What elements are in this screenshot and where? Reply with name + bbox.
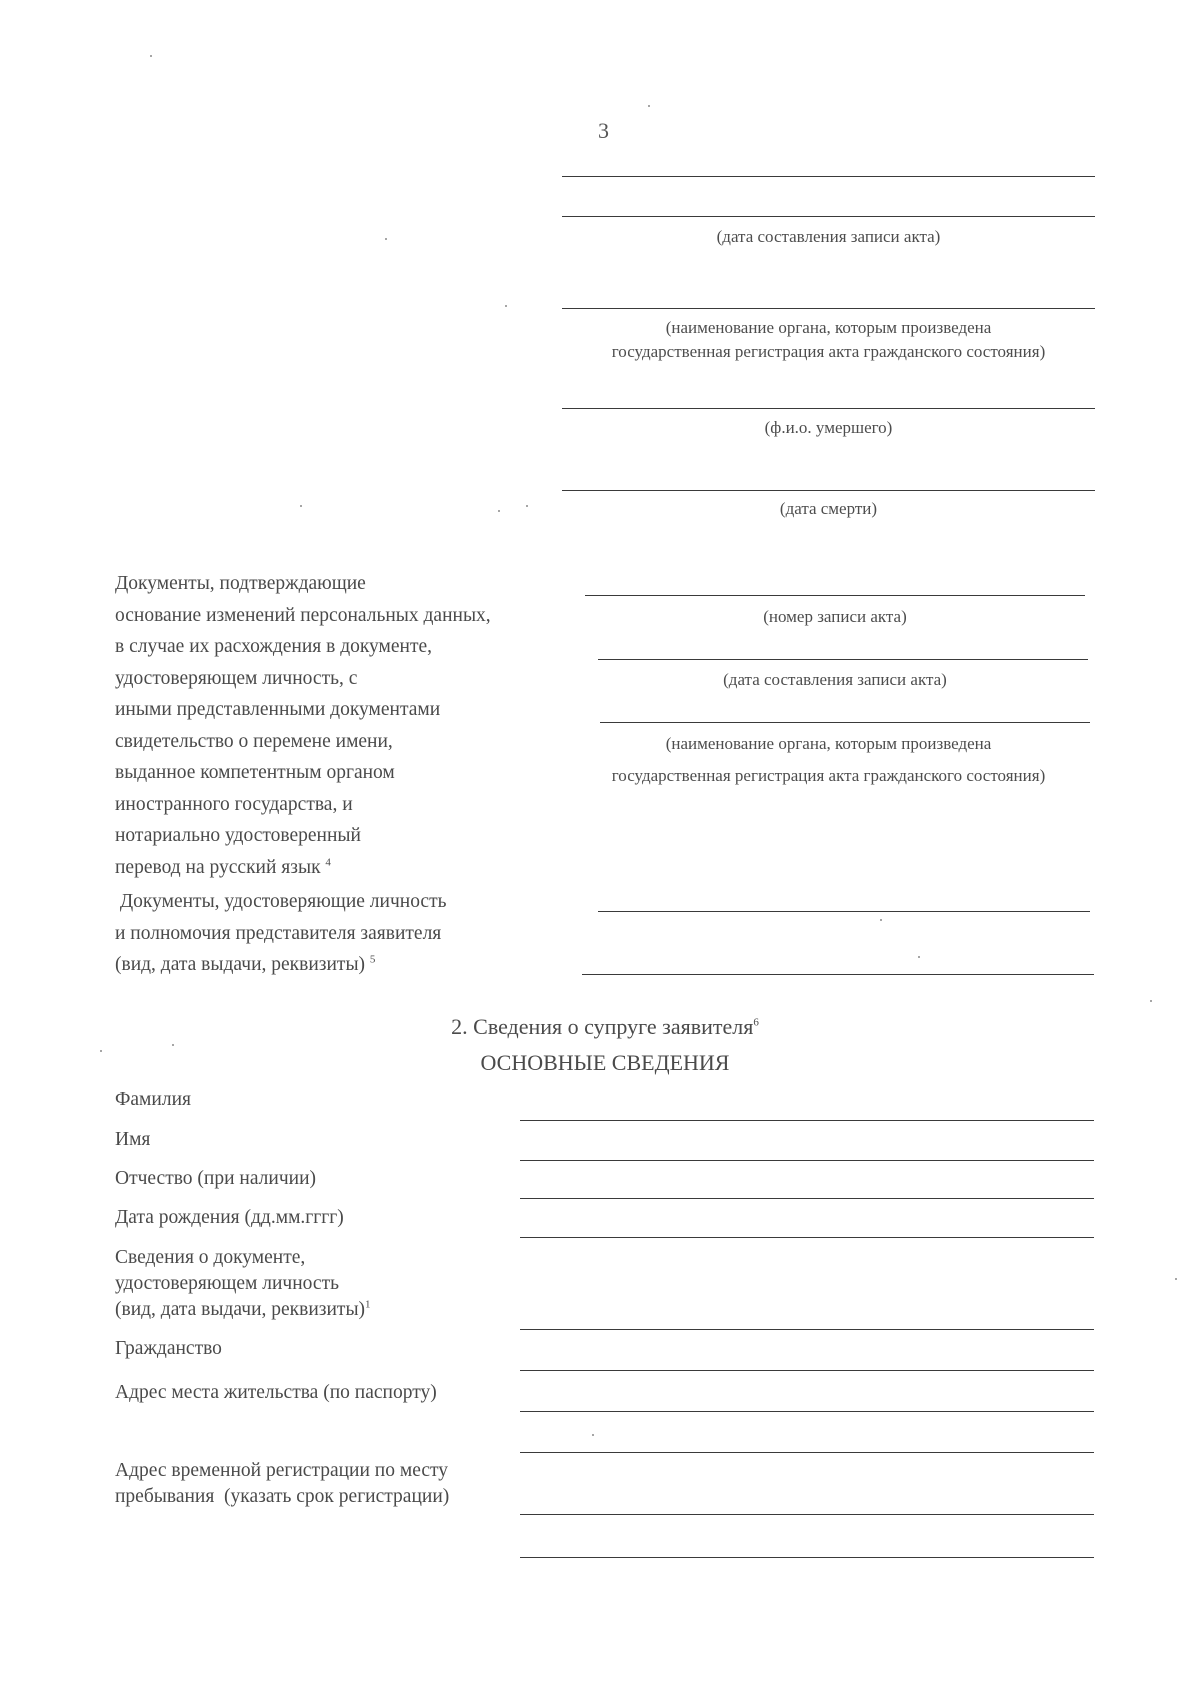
caption-record-date: (дата составления записи акта) xyxy=(716,227,941,246)
surname-input-line[interactable] xyxy=(520,1120,1094,1121)
section-title-text: 2. Сведения о супруге заявителя xyxy=(451,1014,754,1039)
documents-label-line: нотариально удостоверенный xyxy=(115,825,361,846)
field-label-citizenship: Гражданство xyxy=(115,1338,222,1359)
field-label-surname: Фамилия xyxy=(115,1089,191,1110)
scan-speck xyxy=(505,305,507,307)
caption-deceased-name: (ф.и.о. умершего) xyxy=(764,418,893,437)
record-date-line-2[interactable] xyxy=(598,659,1088,660)
record-date-line[interactable] xyxy=(562,216,1095,217)
representative-line-1[interactable] xyxy=(598,911,1090,912)
documents-label-line: в случае их расхождения в документе, xyxy=(115,636,433,657)
documents-label-line: Документы, подтверждающие xyxy=(115,573,366,594)
scan-speck xyxy=(1150,1000,1152,1002)
blank-line[interactable] xyxy=(562,176,1095,177)
scan-speck xyxy=(385,238,387,240)
field-label-patronymic: Отчество (при наличии) xyxy=(115,1168,317,1189)
documents-label-line: удостоверяющем личность, с xyxy=(115,667,358,689)
section-subtitle: ОСНОВНЫЕ СВЕДЕНИЯ xyxy=(480,1050,730,1075)
scan-speck xyxy=(172,1044,174,1046)
residence-address-line-1[interactable] xyxy=(520,1411,1094,1412)
page-number: 3 xyxy=(598,118,609,143)
temp-registration-label-line: Адрес временной регистрации по месту xyxy=(115,1460,449,1481)
name-input-line[interactable] xyxy=(520,1160,1094,1161)
temp-registration-label-line: пребывания (указать срок регистрации) xyxy=(115,1486,450,1507)
representative-label-last: (вид, дата выдачи, реквизиты) xyxy=(115,954,366,975)
documents-label-line: свидетельство о перемене имени, xyxy=(115,730,393,752)
scan-speck xyxy=(100,1050,102,1052)
representative-label-line: Документы, удостоверяющие личность xyxy=(115,891,447,912)
field-label-name: Имя xyxy=(115,1129,151,1150)
authority-line-2[interactable] xyxy=(600,722,1090,723)
footnote-marker: 6 xyxy=(753,1016,759,1029)
field-label-id-document xyxy=(115,1245,371,1323)
id-document-input-line[interactable] xyxy=(520,1329,1094,1330)
scan-speck xyxy=(918,956,920,958)
documents-label-line xyxy=(115,852,491,884)
residence-address-line-2[interactable] xyxy=(520,1452,1094,1453)
representative-label xyxy=(115,886,447,981)
temp-registration-line-2[interactable] xyxy=(520,1557,1094,1558)
scan-speck xyxy=(526,505,528,507)
caption-record-number: (номер записи акта) xyxy=(763,607,907,626)
caption-record-date-2: (дата составления записи акта) xyxy=(723,670,947,689)
section-title xyxy=(380,1014,830,1040)
id-doc-label-line: Сведения о документе, xyxy=(115,1247,306,1268)
field-label-residence-address: Адрес места жительства (по паспорту) xyxy=(115,1382,437,1403)
death-date-line[interactable] xyxy=(562,490,1095,491)
field-label-birth-date: Дата рождения (дд.мм.гггг) xyxy=(115,1207,344,1228)
id-doc-label-line: удостоверяющем личность xyxy=(115,1273,339,1294)
scan-speck xyxy=(1175,1278,1177,1280)
representative-label-line xyxy=(115,949,447,981)
id-doc-label-line xyxy=(115,1297,371,1323)
documents-label xyxy=(115,568,491,883)
birth-date-input-line[interactable] xyxy=(520,1237,1094,1238)
caption-authority-2a: (наименование органа, которым произведена xyxy=(665,734,992,753)
documents-label-line: иными представленными документами xyxy=(115,699,441,720)
caption-death-date: (дата смерти) xyxy=(779,499,878,518)
representative-label-line: и полномочия представителя заявителя xyxy=(115,922,442,944)
representative-line-2[interactable] xyxy=(582,974,1094,975)
footnote-marker: 4 xyxy=(325,856,331,868)
deceased-name-line[interactable] xyxy=(562,408,1095,409)
documents-label-line: основание изменений персональных данных, xyxy=(115,604,491,626)
footnote-marker: 5 xyxy=(369,953,376,966)
authority-line[interactable] xyxy=(562,308,1095,309)
patronymic-input-line[interactable] xyxy=(520,1198,1094,1199)
scan-speck xyxy=(498,510,500,512)
scan-speck xyxy=(300,505,302,507)
documents-label-last: перевод на русский язык xyxy=(115,856,321,878)
scan-speck xyxy=(592,1434,594,1436)
scan-speck xyxy=(648,105,650,107)
caption-authority-2: государственная регистрация акта гражданского состояния) xyxy=(611,342,1046,361)
temp-registration-line-1[interactable] xyxy=(520,1514,1094,1515)
field-label-temp-registration xyxy=(115,1458,449,1510)
citizenship-input-line[interactable] xyxy=(520,1370,1094,1371)
record-number-line[interactable] xyxy=(585,595,1085,596)
scan-speck xyxy=(880,919,882,921)
caption-authority-1: (наименование органа, которым произведена xyxy=(665,318,992,337)
documents-label-line: иностранного государства, и xyxy=(115,793,353,815)
id-doc-label-last: (вид, дата выдачи, реквизиты) xyxy=(115,1299,366,1320)
footnote-marker: 1 xyxy=(365,1298,371,1311)
scan-speck xyxy=(150,55,152,57)
caption-authority-2b: государственная регистрация акта гражданского состояния) xyxy=(611,766,1046,785)
documents-label-line: выданное компетентным органом xyxy=(115,762,395,783)
